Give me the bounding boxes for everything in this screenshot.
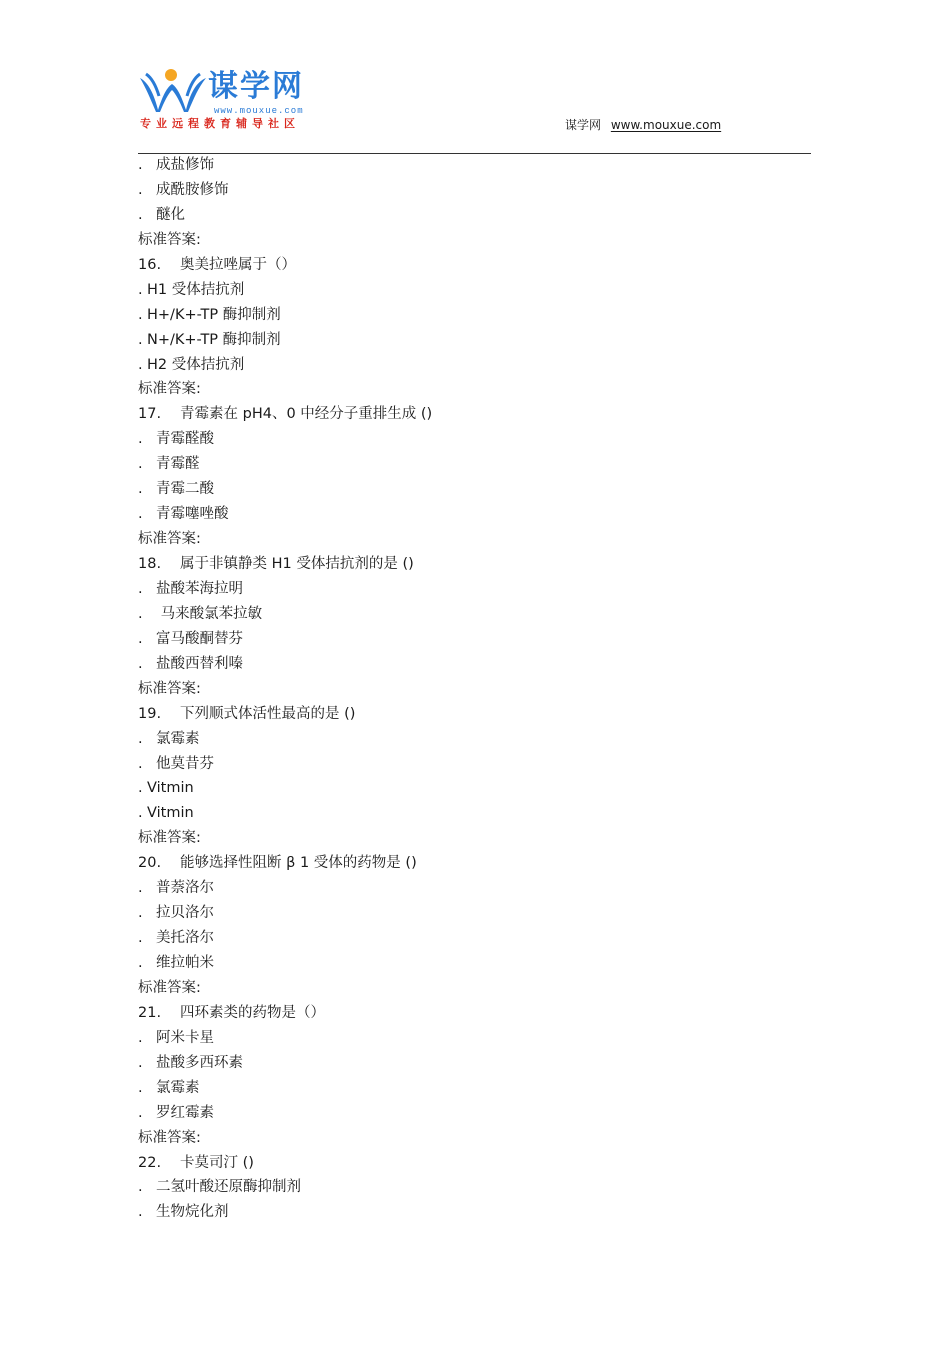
option-text: N+/K+-TP 酶抑制剂 [147,331,281,348]
answer-option [138,901,811,926]
page-header [0,0,950,160]
standard-answer-label: 标准答案: [138,381,201,398]
option-text: 二氢叶酸还原酶抑制剂 [156,1179,301,1196]
option-text: 普萘洛尔 [156,880,214,897]
option-text: 罗红霉素 [156,1104,214,1121]
answer-option [138,178,811,203]
answer-option [138,627,811,652]
option-bullet: . [138,955,143,971]
option-text: 阿米卡星 [156,1029,214,1046]
answer-option [138,801,811,826]
standard-answer-label: 标准答案: [138,979,201,996]
question-line [138,1151,811,1176]
answer-option [138,951,811,976]
option-bullet: . [138,655,143,672]
question-line [138,552,811,577]
question-text: 下列顺式体活性最高的是 () [180,705,356,722]
answer-option [138,1175,811,1200]
answer-option [138,203,811,228]
answer-option [138,328,811,353]
standard-answer-label: 标准答案: [138,680,201,697]
question-text: 卡莫司汀 () [180,1154,254,1171]
answer-option [138,752,811,777]
option-bullet: . [138,506,143,523]
question-text: 能够选择性阻断 β 1 受体的药物是 () [180,855,417,872]
option-text: 青霉醛酸 [156,431,214,448]
option-text: 美托洛尔 [156,930,214,947]
answer-option [138,776,811,801]
option-text: 富马酸酮替芬 [156,630,243,647]
option-text: 成酰胺修饰 [156,181,229,198]
question-number: 17. [138,406,162,423]
option-text: Vitmin [147,805,194,822]
answer-option [138,1101,811,1126]
option-text: 青霉醛 [156,456,200,473]
answer-option [138,577,811,602]
option-text: H1 受体拮抗剂 [147,281,245,298]
option-text: H2 受体拮抗剂 [147,356,245,373]
question-line [138,702,811,727]
answer-option [138,727,811,752]
option-text: 拉贝洛尔 [156,905,214,922]
option-text: 盐酸多西环素 [156,1054,243,1071]
option-text: 盐酸西替利嗪 [156,655,243,672]
site-url-link[interactable]: www.mouxue.com [610,118,722,132]
question-number: 21. [138,1004,162,1021]
option-bullet: . [138,1204,143,1221]
option-bullet: . [138,730,143,747]
logo-title: 谋学网 [208,69,304,104]
option-bullet: . [138,630,143,647]
question-text: 四环素类的药物是（） [180,1004,325,1021]
option-bullet: . [138,157,143,173]
option-text: 成盐修饰 [156,157,214,173]
option-text: 他莫昔芬 [156,755,214,772]
answer-option [138,602,811,627]
answer-option [138,427,811,452]
standard-answer-label: 标准答案: [138,830,201,847]
option-text: 氯霉素 [156,1079,200,1096]
answer-option [138,353,811,378]
question-content [138,153,811,1225]
question-line [138,253,811,278]
option-text: 维拉帕米 [156,955,214,971]
option-bullet: . [138,880,143,897]
option-text: 盐酸苯海拉明 [156,580,243,597]
standard-answer-label: 标准答案: [138,1129,201,1146]
answer-option [138,303,811,328]
option-bullet: . [138,605,143,622]
question-text: 属于非镇静类 H1 受体拮抗剂的是 () [180,556,414,572]
answer-option [138,876,811,901]
option-bullet: . [138,356,143,373]
option-bullet: . [138,456,143,473]
option-text: 马来酸氯苯拉敏 [156,605,263,622]
option-text: 氯霉素 [156,730,200,747]
option-text: H+/K+-TP 酶抑制剂 [147,306,281,323]
question-line [138,1001,811,1026]
option-bullet: . [138,431,143,448]
question-number: 22. [138,1154,162,1171]
answer-option [138,452,811,477]
option-bullet: . [138,281,143,298]
site-logo[interactable] [138,68,328,134]
option-text: 生物烷化剂 [156,1204,229,1221]
answer-option [138,502,811,527]
option-text: 青霉二酸 [156,481,214,498]
question-number: 20. [138,855,162,872]
question-number: 18. [138,556,162,572]
answer-option [138,652,811,677]
question-number: 19. [138,705,162,722]
standard-answer-label: 标准答案: [138,531,201,548]
option-text: 青霉噻唑酸 [156,506,229,523]
option-bullet: . [138,1079,143,1096]
option-bullet: . [138,905,143,922]
option-bullet: . [138,481,143,498]
answer-option [138,1051,811,1076]
option-bullet: . [138,1179,143,1196]
answer-option [138,1076,811,1101]
logo-book-icon [138,68,208,114]
option-bullet: . [138,755,143,772]
logo-url: www.mouxue.com [214,106,304,116]
option-text: 醚化 [156,206,185,223]
site-name: 谋学网 [565,118,602,132]
question-number: 16. [138,256,162,273]
option-bullet: . [138,1104,143,1121]
question-line [138,851,811,876]
option-bullet: . [138,580,143,597]
option-bullet: . [138,930,143,947]
answer-option [138,1200,811,1225]
option-text: Vitmin [147,780,194,797]
option-bullet: . [138,181,143,198]
answer-option [138,926,811,951]
answer-option [138,278,811,303]
answer-option [138,153,811,178]
question-line [138,402,811,427]
option-bullet: . [138,306,143,323]
answer-option [138,477,811,502]
option-bullet: . [138,331,143,348]
option-bullet: . [138,206,143,223]
option-bullet: . [138,1029,143,1046]
standard-answer-label: 标准答案: [138,231,201,248]
option-bullet: . [138,1054,143,1071]
site-reference [565,117,721,133]
question-text: 青霉素在 pH4、0 中经分子重排生成 () [180,406,433,423]
answer-option [138,1026,811,1051]
logo-slogan: 专业远程教育辅导社区 [140,117,300,130]
option-bullet: . [138,780,143,797]
option-bullet: . [138,805,143,822]
question-text: 奥美拉唑属于（） [180,256,296,273]
